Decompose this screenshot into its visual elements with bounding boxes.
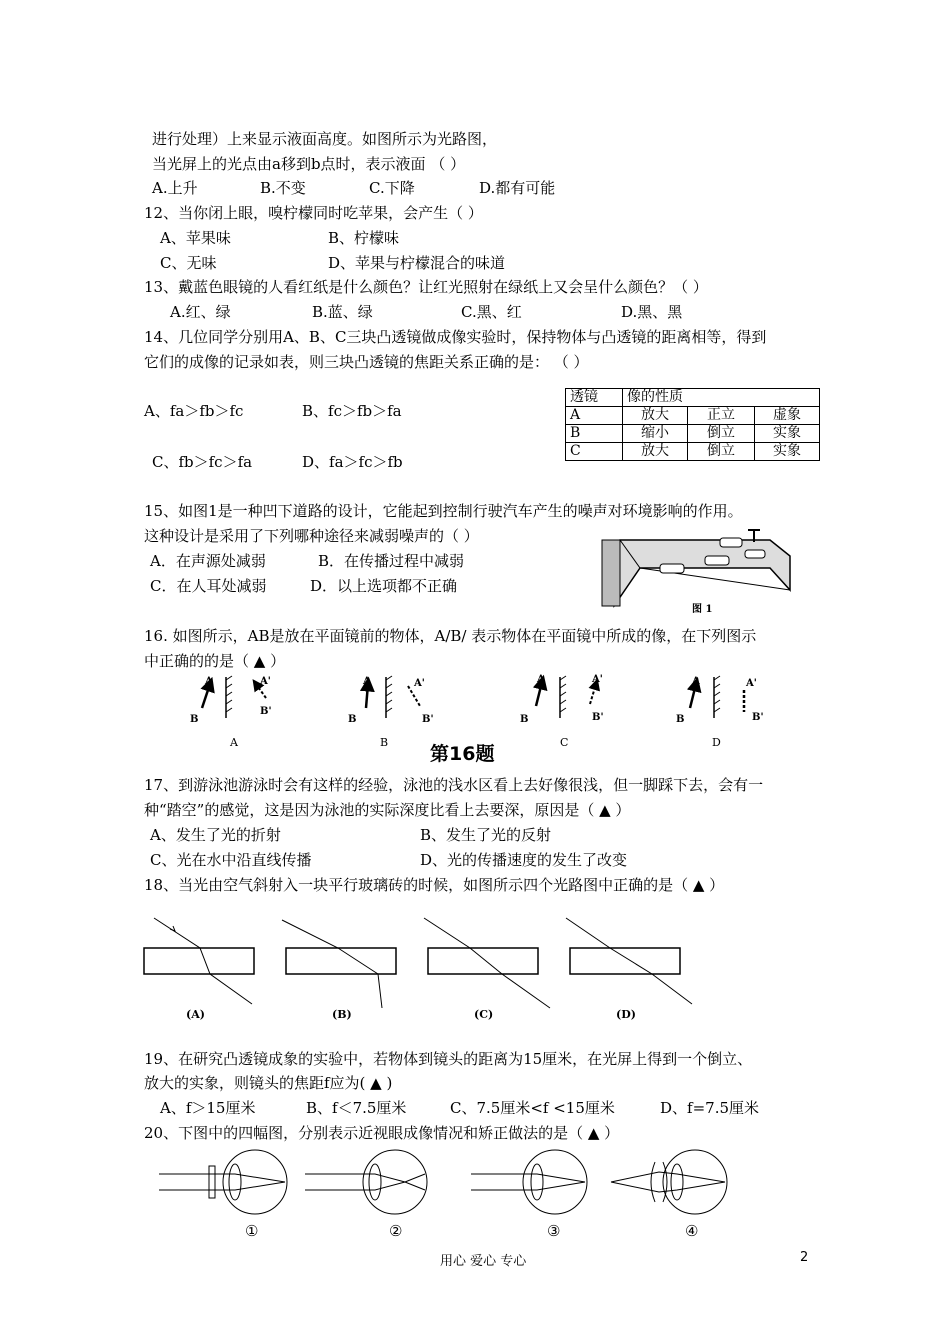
svg-text:②: ② [389,1222,403,1240]
q11-line2: 当光屏上的光点由a移到b点时，表示液面 （ ） [152,155,466,173]
q11-option-b: B.不变 [260,179,306,197]
q13-option-c: C.黑、红 [461,303,522,321]
table-row [566,425,820,443]
q16-panel-b [348,676,434,749]
table-cell: 虚象 [755,407,820,425]
q17-line2: 种“踏空”的感觉，这是因为泳池的实际深度比看上去要深，原因是（ ▲ ） [144,801,631,819]
table-cell: 放大 [623,407,688,425]
table-row [566,407,820,425]
q11-line1: 进行处理）上来显示液面高度。如图所示为光路图， [152,130,498,148]
svg-text:(C): (C) [474,1008,494,1021]
q19-option-b: B、f＜7.5厘米 [306,1099,407,1117]
q14-line1: 14、几位同学分别用A、B、C三块凸透镜做成像实验时，保持物体与凸透镜的距离相等，得到 [144,328,767,346]
svg-text:B: B [520,714,529,725]
q20-panel-3 [471,1150,587,1240]
q20-panel-1 [159,1150,287,1240]
table-cell: 倒立 [688,443,755,461]
svg-text:③: ③ [547,1222,561,1240]
q17-option-a: A、发生了光的折射 [150,826,281,844]
lens-table [565,388,820,461]
q17-line1: 17、到游泳池游泳时会有这样的经验，泳池的浅水区看上去好像很浅，但一脚踩下去，会有一 [144,776,764,794]
q11-option-d: D.都有可能 [479,179,556,197]
q15-line1: 15、如图1是一种凹下道路的设计，它能起到控制行驶汽车产生的噪声对环境影响的作用。 [144,502,743,520]
q19-line2: 放大的实象，则镜头的焦距f应为( ▲ ) [144,1074,393,1092]
q18-panel-c [424,918,550,1021]
q18-stem: 18、当光由空气斜射入一块平行玻璃砖的时候，如图所示四个光路图中正确的是（ ▲ ） [144,876,725,894]
table-header-property: 像的性质 [623,389,820,407]
svg-text:A: A [363,676,371,687]
svg-text:B': B' [592,712,604,723]
sunken-road-figure [600,528,802,616]
table-cell: C [566,443,623,461]
q12-option-c: C、无味 [160,254,217,272]
q14-option-a: A、fa＞fb＞fc [144,402,244,420]
svg-text:(D): (D) [616,1008,636,1021]
q16-figure-title: 第16题 [430,743,495,765]
q12-option-d: D、苹果与柠檬混合的味道 [328,254,506,272]
svg-text:A': A' [260,676,271,687]
svg-text:D: D [712,736,721,749]
q20-stem: 20、下图中的四幅图，分别表示近视眼成像情况和矫正做法的是（ ▲ ） [144,1124,620,1142]
svg-text:(B): (B) [332,1008,352,1021]
svg-text:A': A' [414,678,425,689]
table-cell: 倒立 [688,425,755,443]
svg-text:A: A [537,674,545,685]
q11-option-a: A.上升 [152,179,198,197]
svg-text:④: ④ [685,1222,699,1240]
q13-option-a: A.红、绿 [170,303,231,321]
q19-option-c: C、7.5厘米<f <15厘米 [450,1099,615,1117]
q18-glass-block-figures [140,912,700,1024]
q14-option-c: C、fb＞fc＞fa [152,453,253,471]
q17-option-d: D、光的传播速度的发生了改变 [420,851,628,869]
table-row [566,443,820,461]
page-number: 2 [800,1250,809,1265]
table-cell: 缩小 [623,425,688,443]
table-header-lens: 透镜 [566,389,623,407]
svg-text:A: A [230,736,238,749]
q12-option-b: B、柠檬味 [328,229,400,247]
svg-text:①: ① [245,1222,259,1240]
q17-option-c: C、光在水中沿直线传播 [150,851,312,869]
q19-option-d: D、f=7.5厘米 [660,1099,760,1117]
table-cell: 正立 [688,407,755,425]
svg-text:(A): (A) [186,1008,205,1021]
q20-eye-figures [155,1146,755,1242]
footer-slogan: 用心 爱心 专心 [440,1254,527,1269]
q15-option-b: B．在传播过程中减弱 [318,552,465,570]
svg-text:A': A' [746,678,757,689]
q15-option-a: A．在声源处减弱 [150,552,266,570]
svg-text:B: B [190,714,199,725]
q16-mirror-figures [180,672,780,764]
q11-option-c: C.下降 [369,179,415,197]
svg-text:A: A [692,676,700,687]
q14-option-d: D、fa＞fc＞fb [302,453,403,471]
q12-stem: 12、当你闭上眼，嗅柠檬同时吃苹果，会产生（ ） [144,204,483,222]
q17-option-b: B、发生了光的反射 [420,826,552,844]
q14-line2: 它们的成像的记录如表，则三块凸透镜的焦距关系正确的是： （ ） [144,353,589,371]
svg-text:B': B' [752,712,764,723]
svg-text:A: A [205,676,213,687]
q15-option-c: C．在人耳处减弱 [150,577,267,595]
svg-text:B: B [380,736,389,749]
q19-option-a: A、f＞15厘米 [160,1099,256,1117]
q13-option-b: B.蓝、绿 [312,303,373,321]
q13-stem: 13、戴蓝色眼镜的人看红纸是什么颜色？让红光照射在绿纸上又会呈什么颜色？（ ） [144,278,708,296]
q15-line2: 这种设计是采用了下列哪种途径来减弱噪声的（ ） [144,527,479,545]
svg-text:A': A' [592,674,603,685]
svg-text:B: B [676,714,685,725]
q18-panel-b [282,920,396,1021]
q20-panel-4 [611,1150,727,1240]
q16-panel-d [676,676,764,749]
q16-panel-c [520,674,604,749]
q16-panel-a [190,676,272,749]
q20-panel-2 [305,1150,427,1240]
q18-panel-d [566,918,692,1021]
table-cell: B [566,425,623,443]
table-row [566,389,820,407]
table-cell: 放大 [623,443,688,461]
svg-text:B': B' [422,714,434,725]
q16-line1: 16. 如图所示，AB是放在平面镜前的物体，A/B/ 表示物体在平面镜中所成的像，在下列图示 [144,627,757,645]
q19-line1: 19、在研究凸透镜成象的实验中，若物体到镜头的距离为15厘米，在光屏上得到一个倒立、 [144,1050,753,1068]
table-cell: 实象 [755,443,820,461]
q14-option-b: B、fc＞fb＞fa [302,402,402,420]
q16-line2: 中正确的的是（ ▲ ） [144,652,286,670]
svg-text:C: C [560,736,569,749]
q13-option-d: D.黑、黑 [621,303,683,321]
table-cell: 实象 [755,425,820,443]
table-cell: A [566,407,623,425]
q18-panel-a [144,918,254,1021]
q12-option-a: A、苹果味 [160,229,231,247]
figure-1-caption: 图 1 [692,604,713,615]
svg-text:B: B [348,714,357,725]
svg-text:B': B' [260,706,272,717]
q15-option-d: D．以上选项都不正确 [310,577,458,595]
